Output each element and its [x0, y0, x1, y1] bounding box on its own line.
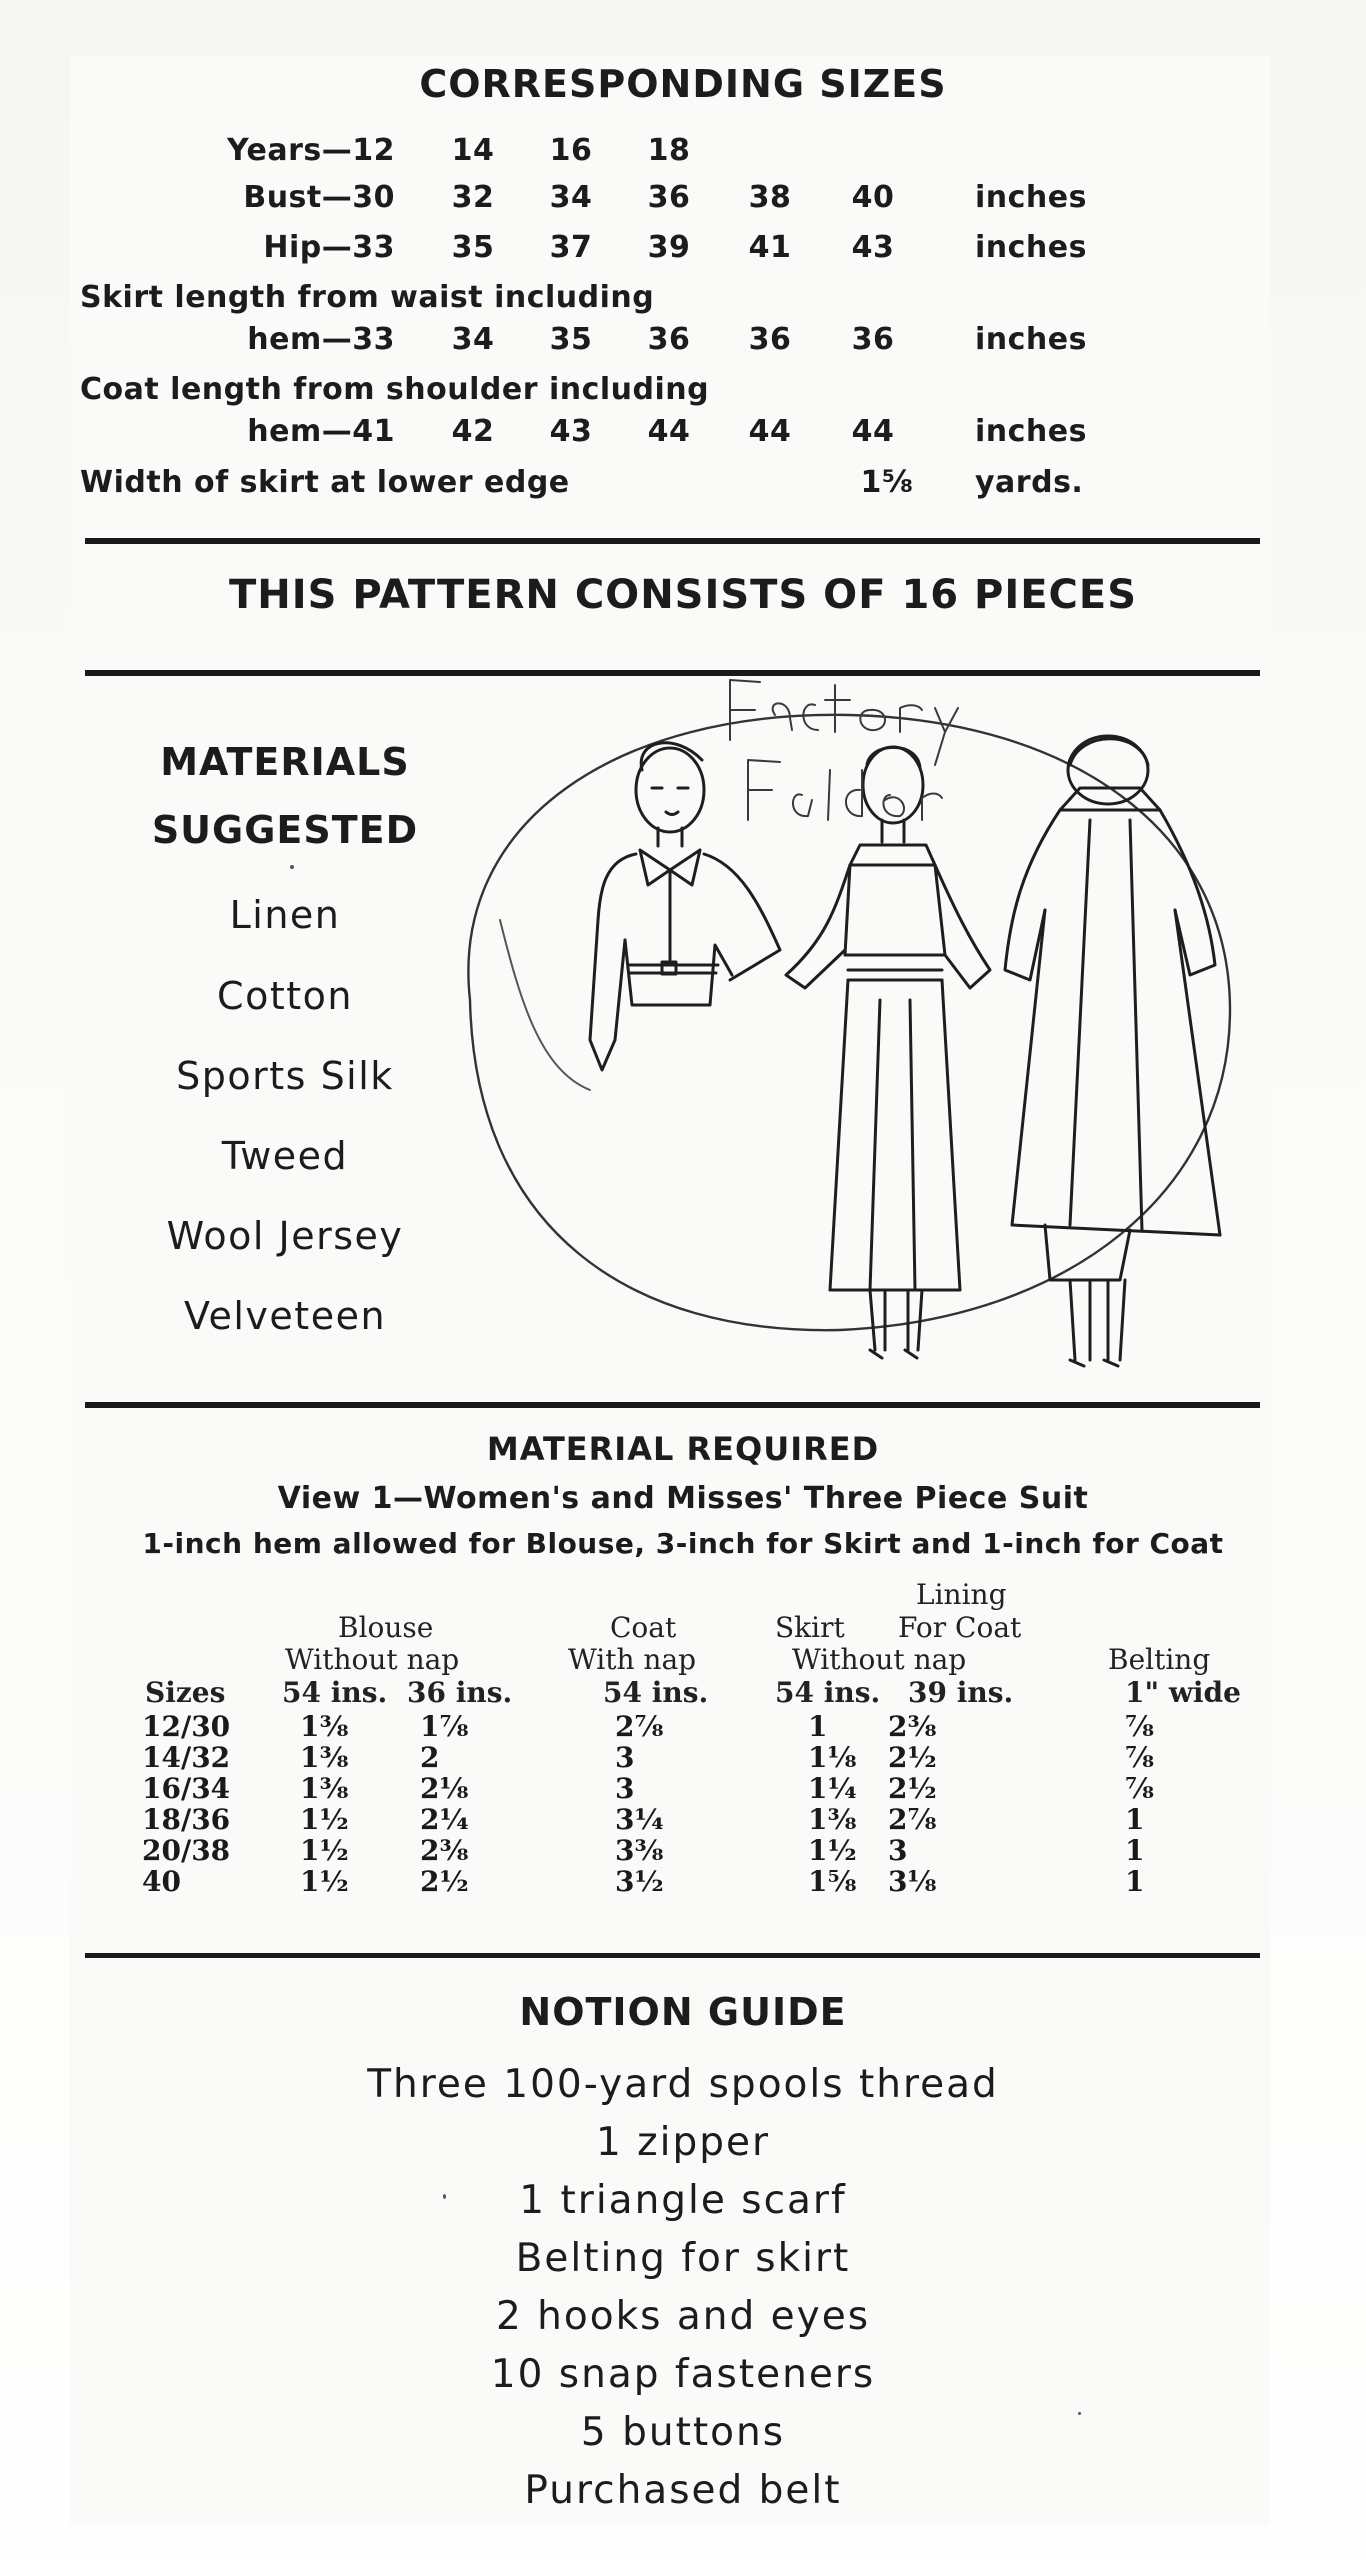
table-cell: 3 [615, 1772, 635, 1805]
notion-item: Purchased belt [524, 2468, 842, 2513]
size-value: 38 [748, 180, 792, 215]
column-header-sizes: Sizes [145, 1676, 226, 1709]
table-cell: 1⅜ [300, 1741, 349, 1774]
sizes-row-label: Hip—33 [263, 230, 395, 265]
table-cell: 1¼ [808, 1772, 857, 1805]
sketch-circle [468, 715, 1230, 1330]
table-cell: 1½ [300, 1834, 349, 1867]
column-header: 1" wide [1125, 1676, 1241, 1709]
size-value: 36 [851, 322, 895, 357]
table-cell: 1 [1125, 1834, 1145, 1867]
table-cell: ⅞ [1125, 1710, 1154, 1743]
material-item: Tweed [221, 1134, 349, 1178]
table-cell: 2½ [888, 1741, 937, 1774]
figure-blouse [590, 743, 780, 1070]
column-header: With nap [568, 1643, 697, 1676]
notion-item: 1 zipper [595, 2120, 771, 2165]
notion-item: 1 triangle scarf [519, 2178, 847, 2223]
materials-heading: SUGGESTED [151, 808, 419, 852]
table-cell: 3 [888, 1834, 908, 1867]
size-value: 34 [549, 180, 593, 215]
table-cell: 2⅜ [420, 1834, 469, 1867]
table-cell: 2⅞ [888, 1803, 937, 1836]
size-value: 42 [451, 414, 495, 449]
material-item: Velveteen [183, 1294, 387, 1338]
table-cell: ⅞ [1125, 1741, 1154, 1774]
sizes-row-label: hem—33 [247, 322, 395, 357]
skirt-width-value: 1⅝ [860, 465, 914, 500]
notion-item: Belting for skirt [515, 2236, 851, 2281]
sizes-row-prefix: Coat length from shoulder including [80, 372, 710, 407]
materials-heading: MATERIALS [160, 740, 410, 784]
table-cell: 3 [615, 1741, 635, 1774]
size-value: 18 [647, 133, 691, 168]
table-cell: 1⅜ [300, 1710, 349, 1743]
notion-guide-title: NOTION GUIDE [519, 1990, 847, 2034]
size-value: 44 [851, 414, 895, 449]
table-cell: 1⅞ [420, 1710, 469, 1743]
table-cell: 1⅛ [808, 1741, 857, 1774]
table-row-size: 40 [142, 1865, 181, 1898]
size-unit: inches [975, 322, 1087, 357]
size-value: 36 [647, 322, 691, 357]
paper-speck [1078, 2412, 1081, 2415]
table-cell: 3⅛ [888, 1865, 937, 1898]
table-row-size: 12/30 [142, 1710, 231, 1743]
column-header: 54 ins. [775, 1676, 881, 1709]
size-value: 16 [549, 133, 593, 168]
material-required-title: MATERIAL REQUIRED [486, 1430, 880, 1468]
table-cell: 2¼ [420, 1803, 469, 1836]
table-cell: 2⅞ [615, 1710, 664, 1743]
size-value: 40 [851, 180, 895, 215]
table-row-size: 20/38 [142, 1834, 231, 1867]
divider-rule [85, 538, 1260, 544]
table-cell: 3½ [615, 1865, 664, 1898]
table-cell: 1 [808, 1710, 828, 1743]
material-required-subtitle: View 1—Women's and Misses' Three Piece Suit [277, 1481, 1089, 1516]
figure-suit-back [786, 747, 990, 1358]
table-row-size: 16/34 [142, 1772, 231, 1805]
size-value: 41 [748, 230, 792, 265]
table-cell: 2½ [420, 1865, 469, 1898]
column-header: 54 ins. [282, 1676, 388, 1709]
column-header: Lining [916, 1578, 1007, 1611]
notion-item: 10 snap fasteners [490, 2352, 876, 2397]
size-value: 44 [647, 414, 691, 449]
table-cell: 3¼ [615, 1803, 664, 1836]
sizes-row-label: hem—41 [247, 414, 395, 449]
column-header: 54 ins. [603, 1676, 709, 1709]
column-header: 36 ins. [407, 1676, 513, 1709]
table-cell: 1½ [300, 1865, 349, 1898]
table-cell: 1⅜ [808, 1803, 857, 1836]
material-item: Sports Silk [176, 1054, 394, 1098]
table-row-size: 14/32 [142, 1741, 231, 1774]
notion-item: 5 buttons [580, 2410, 786, 2455]
column-header: Without nap [792, 1643, 967, 1676]
size-value: 44 [748, 414, 792, 449]
material-item: Linen [229, 893, 341, 937]
column-header: For Coat [898, 1611, 1022, 1644]
sizes-row-prefix: Skirt length from waist including [80, 280, 655, 315]
table-cell: 3⅜ [615, 1834, 664, 1867]
column-header: 39 ins. [908, 1676, 1014, 1709]
notion-item: Three 100-yard spools thread [367, 2062, 999, 2107]
paper-speck [290, 865, 294, 869]
table-cell: 1½ [300, 1803, 349, 1836]
sizes-title: CORRESPONDING SIZES [419, 62, 947, 106]
three-piece-suit-illustration [430, 670, 1250, 1370]
size-value: 37 [549, 230, 593, 265]
size-value: 32 [451, 180, 495, 215]
table-cell: 2 [420, 1741, 440, 1774]
table-cell: 1⅝ [808, 1865, 857, 1898]
size-value: 43 [851, 230, 895, 265]
pieces-title: THIS PATTERN CONSISTS OF 16 PIECES [228, 572, 1138, 618]
sizes-row-label: Bust—30 [243, 180, 395, 215]
size-unit: inches [975, 230, 1087, 265]
skirt-width-label: Width of skirt at lower edge [80, 465, 570, 500]
material-item: Wool Jersey [166, 1214, 404, 1258]
table-cell: 2½ [888, 1772, 937, 1805]
table-cell: 1½ [808, 1834, 857, 1867]
material-item: Cotton [217, 974, 353, 1018]
column-header: Coat [610, 1611, 677, 1644]
table-cell: 1 [1125, 1865, 1145, 1898]
divider-rule [85, 1953, 1260, 1958]
table-cell: 1⅜ [300, 1772, 349, 1805]
hem-allowance-note: 1-inch hem allowed for Blouse, 3-inch for Skirt and 1-inch for Coat [142, 1527, 1224, 1560]
table-cell: ⅞ [1125, 1772, 1154, 1805]
column-header: Belting [1108, 1643, 1211, 1676]
size-value: 39 [647, 230, 691, 265]
size-value: 35 [451, 230, 495, 265]
column-header: Skirt [775, 1611, 845, 1644]
size-value: 35 [549, 322, 593, 357]
size-value: 34 [451, 322, 495, 357]
size-unit: inches [975, 414, 1087, 449]
size-value: 14 [451, 133, 495, 168]
size-unit: inches [975, 180, 1087, 215]
divider-rule [85, 1402, 1260, 1408]
table-cell: 1 [1125, 1803, 1145, 1836]
sizes-row-label: Years—12 [227, 133, 395, 168]
figure-coat-back [1005, 736, 1220, 1366]
column-header: Without nap [285, 1643, 460, 1676]
table-cell: 2⅛ [420, 1772, 469, 1805]
paper-speck [443, 2194, 446, 2199]
table-row-size: 18/36 [142, 1803, 231, 1836]
column-header: Blouse [338, 1611, 434, 1644]
size-value: 43 [549, 414, 593, 449]
handwritten-annotation [730, 680, 958, 820]
skirt-width-unit: yards. [975, 465, 1084, 500]
notion-item: 2 hooks and eyes [495, 2294, 871, 2339]
size-value: 36 [647, 180, 691, 215]
size-value: 36 [748, 322, 792, 357]
table-cell: 2⅜ [888, 1710, 937, 1743]
